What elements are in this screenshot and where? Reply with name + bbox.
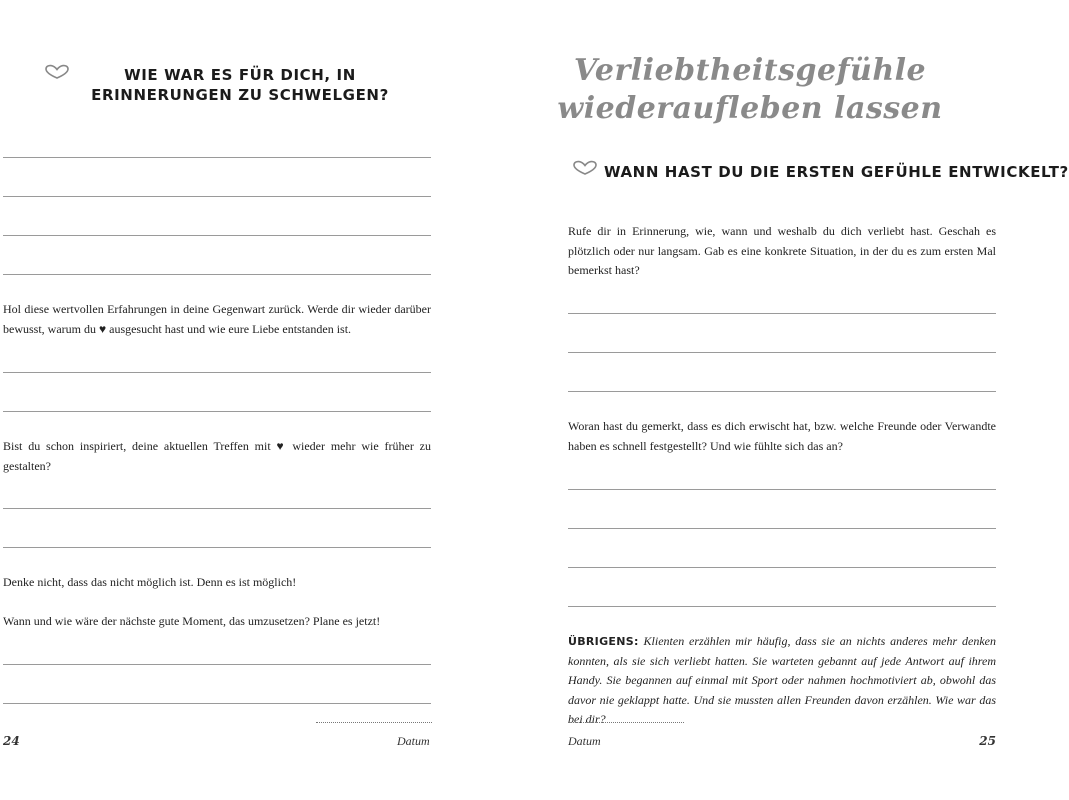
right-page bbox=[500, 0, 1069, 800]
writing-line[interactable] bbox=[3, 372, 431, 373]
writing-line[interactable] bbox=[568, 606, 996, 607]
writing-line[interactable] bbox=[3, 235, 431, 236]
note-text: Klienten erzählen mir häufig, dass sie an nichts anderes mehr denken konnten, als sie sich verliebt hatten. Sie warteten gebannt auf jede Antwort auf ihrem Handy. Sie begannen auf einmal mit Sport oder nahmen hochmotiviert ab, obwohl das davor nie geklappt hatte. Und sie mussten allen Freunden davon erzählen. Wie war das bei dir? bbox=[568, 634, 997, 726]
writing-line[interactable] bbox=[3, 508, 431, 509]
date-line[interactable] bbox=[568, 722, 684, 723]
page-number: 25 bbox=[979, 734, 996, 748]
page-number: 24 bbox=[3, 734, 20, 748]
writing-line[interactable] bbox=[568, 313, 996, 314]
heart-outline-icon bbox=[572, 160, 598, 176]
writing-line[interactable] bbox=[568, 489, 996, 490]
section-heading: WIE WAR ES FÜR DICH, IN ERINNERUNGEN ZU SCHWELGEN? bbox=[91, 66, 389, 104]
paragraph: Hol diese wertvollen Erfahrungen in deine Gegenwart zurück. Werde dir wieder darüber bewusst, warum du ♥ ausgesucht hast und wie eure Liebe entstanden ist. bbox=[3, 302, 431, 336]
date-line[interactable] bbox=[316, 722, 432, 723]
heart-outline-icon bbox=[44, 64, 70, 80]
writing-line[interactable] bbox=[568, 528, 996, 529]
writing-line[interactable] bbox=[3, 411, 431, 412]
writing-line[interactable] bbox=[3, 274, 431, 275]
paragraph: Wann und wie wäre der nächste gute Moment, das umzusetzen? Plane es jetzt! bbox=[3, 614, 381, 628]
paragraph: Rufe dir in Erinnerung, wie, wann und weshalb du dich verliebt hast. Geschah es plötzlich oder nur langsam. Gab es eine konkrete Situation, in der du es zum ersten Mal bemerkst hast? bbox=[568, 224, 996, 277]
note-label: ÜBRIGENS: bbox=[568, 635, 639, 648]
section-heading: WANN HAST DU DIE ERSTEN GEFÜHLE ENTWICKELT? bbox=[604, 163, 1069, 181]
note-paragraph bbox=[568, 632, 996, 730]
writing-line[interactable] bbox=[568, 352, 996, 353]
date-label: Datum bbox=[568, 734, 601, 748]
writing-line[interactable] bbox=[568, 567, 996, 568]
writing-line[interactable] bbox=[568, 391, 996, 392]
writing-line[interactable] bbox=[3, 196, 431, 197]
writing-line[interactable] bbox=[3, 157, 431, 158]
chapter-title-line-2: wiederaufleben lassen bbox=[557, 91, 943, 126]
writing-line[interactable] bbox=[3, 664, 431, 665]
writing-line[interactable] bbox=[3, 547, 431, 548]
paragraph: Woran hast du gemerkt, dass es dich erwischt hat, bzw. welche Freunde oder Verwandte haben es schnell festgestellt? Und wie fühlte sich das an? bbox=[568, 419, 996, 453]
paragraph: Denke nicht, dass das nicht möglich ist. Denn es ist möglich! bbox=[3, 575, 297, 589]
paragraph: Bist du schon inspiriert, deine aktuellen Treffen mit ♥ wieder mehr wie früher zu gestalten? bbox=[3, 439, 431, 473]
chapter-title-line-1: Verliebtheitsgefühle bbox=[573, 53, 927, 88]
left-page bbox=[0, 0, 500, 800]
chapter-title bbox=[500, 52, 1000, 128]
writing-line[interactable] bbox=[3, 703, 431, 704]
date-label: Datum bbox=[397, 734, 430, 748]
